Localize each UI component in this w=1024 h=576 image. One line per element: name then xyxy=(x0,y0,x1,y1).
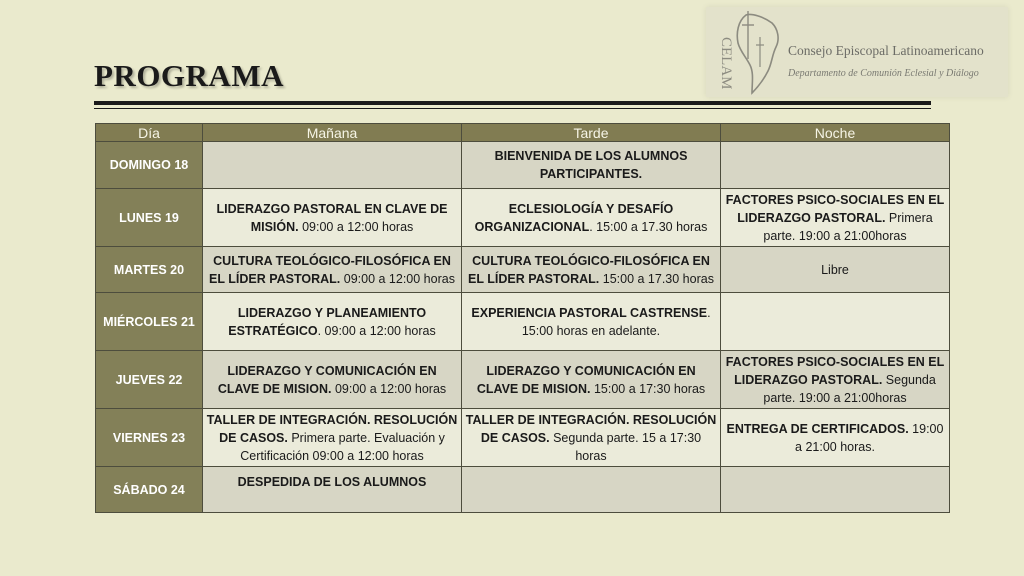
day-cell: JUEVES 22 xyxy=(96,351,203,409)
session-detail: Segunda parte. 15 a 17:30 horas xyxy=(549,430,702,463)
evening-cell xyxy=(721,351,950,409)
session-title: ECLESIOLOGÍA Y DESAFÍO ORGANIZACIONAL xyxy=(474,201,674,234)
session-detail: Primera parte. Evaluación y Certificación 09:00 a 12:00 horas xyxy=(240,430,445,463)
afternoon-cell xyxy=(462,351,721,409)
session-detail: . 09:00 a 12:00 horas xyxy=(317,323,436,338)
day-cell: MIÉRCOLES 21 xyxy=(96,293,203,351)
session-title: EXPERIENCIA PASTORAL CASTRENSE xyxy=(471,305,708,320)
morning-cell xyxy=(203,142,462,189)
session-detail: Primera parte. 19:00 a 21:00horas xyxy=(763,210,933,243)
session-title: LIDERAZGO PASTORAL EN CLAVE DE MISIÓN. xyxy=(216,201,448,234)
afternoon-cell xyxy=(462,189,721,247)
program-schedule-table xyxy=(95,123,950,513)
session-title: FACTORES PSICO-SOCIALES EN EL LIDERAZGO PASTORAL. xyxy=(725,354,945,387)
evening-cell xyxy=(721,293,950,351)
session-detail: 09:00 a 12:00 horas xyxy=(340,271,455,286)
session-title: TALLER DE INTEGRACIÓN. RESOLUCIÓN DE CASOS. xyxy=(465,412,717,445)
evening-cell xyxy=(721,409,950,467)
session-title: LIDERAZGO Y COMUNICACIÓN EN CLAVE DE MISION. xyxy=(476,363,696,396)
afternoon-cell xyxy=(462,142,721,189)
session-detail: 19:00 a 21:00 horas. xyxy=(795,421,944,454)
day-cell: MARTES 20 xyxy=(96,247,203,293)
column-header-noche: Noche xyxy=(721,124,950,142)
column-header-manana: Mañana xyxy=(203,124,462,142)
logo-department-name: Departamento de Comunión Eclesial y Diálogo xyxy=(788,68,979,79)
logo-organization-name: Consejo Episcopal Latinoamericano xyxy=(788,43,984,58)
table-row xyxy=(96,293,950,351)
column-header-tarde: Tarde xyxy=(462,124,721,142)
day-cell: DOMINGO 18 xyxy=(96,142,203,189)
session-detail: 15:00 a 17:30 horas xyxy=(590,381,706,396)
session-title: DESPEDIDA DE LOS ALUMNOS xyxy=(237,475,427,489)
table-row xyxy=(96,467,950,513)
session-detail: . 15:00 a 17.30 horas xyxy=(589,219,708,234)
session-detail: Segunda parte. 19:00 a 21:00horas xyxy=(763,372,936,405)
morning-cell xyxy=(203,409,462,467)
title-divider-thick xyxy=(94,101,931,105)
session-title: BIENVENIDA DE LOS ALUMNOS PARTICIPANTES. xyxy=(494,149,688,181)
title-divider-thin xyxy=(94,108,931,109)
slide-title: PROGRAMA xyxy=(94,58,284,93)
table-header-row xyxy=(96,124,950,142)
celam-logo xyxy=(706,7,1008,97)
afternoon-cell xyxy=(462,409,721,467)
column-header-dia: Día xyxy=(96,124,203,142)
day-cell: SÁBADO 24 xyxy=(96,467,203,513)
session-detail: 09:00 a 12:00 horas xyxy=(331,381,447,396)
evening-cell xyxy=(721,142,950,189)
afternoon-cell xyxy=(462,467,721,513)
session-title: LIDERAZGO Y PLANEAMIENTO ESTRATÉGICO xyxy=(228,305,427,338)
evening-cell xyxy=(721,247,950,293)
session-title: CULTURA TEOLÓGICO-FILOSÓFICA EN EL LÍDER PASTORAL. xyxy=(468,253,710,286)
svg-text:CELAM: CELAM xyxy=(718,37,734,90)
table-row xyxy=(96,247,950,293)
evening-cell xyxy=(721,189,950,247)
session-title: TALLER DE INTEGRACIÓN. RESOLUCIÓN DE CASOS. xyxy=(206,412,458,445)
afternoon-cell xyxy=(462,247,721,293)
session-detail: 15:00 a 17.30 horas xyxy=(599,271,714,286)
table-row xyxy=(96,351,950,409)
table-row xyxy=(96,142,950,189)
session-detail: 09:00 a 12:00 horas xyxy=(298,219,414,234)
session-detail: Libre xyxy=(821,262,849,277)
morning-cell xyxy=(203,467,462,513)
day-cell: LUNES 19 xyxy=(96,189,203,247)
session-title: CULTURA TEOLÓGICO-FILOSÓFICA EN EL LÍDER PASTORAL. xyxy=(209,253,451,286)
morning-cell xyxy=(203,247,462,293)
session-title: ENTREGA DE CERTIFICADOS. xyxy=(726,421,909,436)
session-detail: . 15:00 horas en adelante. xyxy=(521,305,711,338)
evening-cell xyxy=(721,467,950,513)
table-row xyxy=(96,189,950,247)
day-cell: VIERNES 23 xyxy=(96,409,203,467)
session-title: FACTORES PSICO-SOCIALES EN EL LIDERAZGO PASTORAL. xyxy=(725,192,945,225)
celam-emblem-icon xyxy=(712,9,784,95)
morning-cell xyxy=(203,189,462,247)
session-title: LIDERAZGO Y COMUNICACIÓN EN CLAVE DE MISION. xyxy=(217,363,437,396)
morning-cell xyxy=(203,351,462,409)
morning-cell xyxy=(203,293,462,351)
afternoon-cell xyxy=(462,293,721,351)
table-row xyxy=(96,409,950,467)
